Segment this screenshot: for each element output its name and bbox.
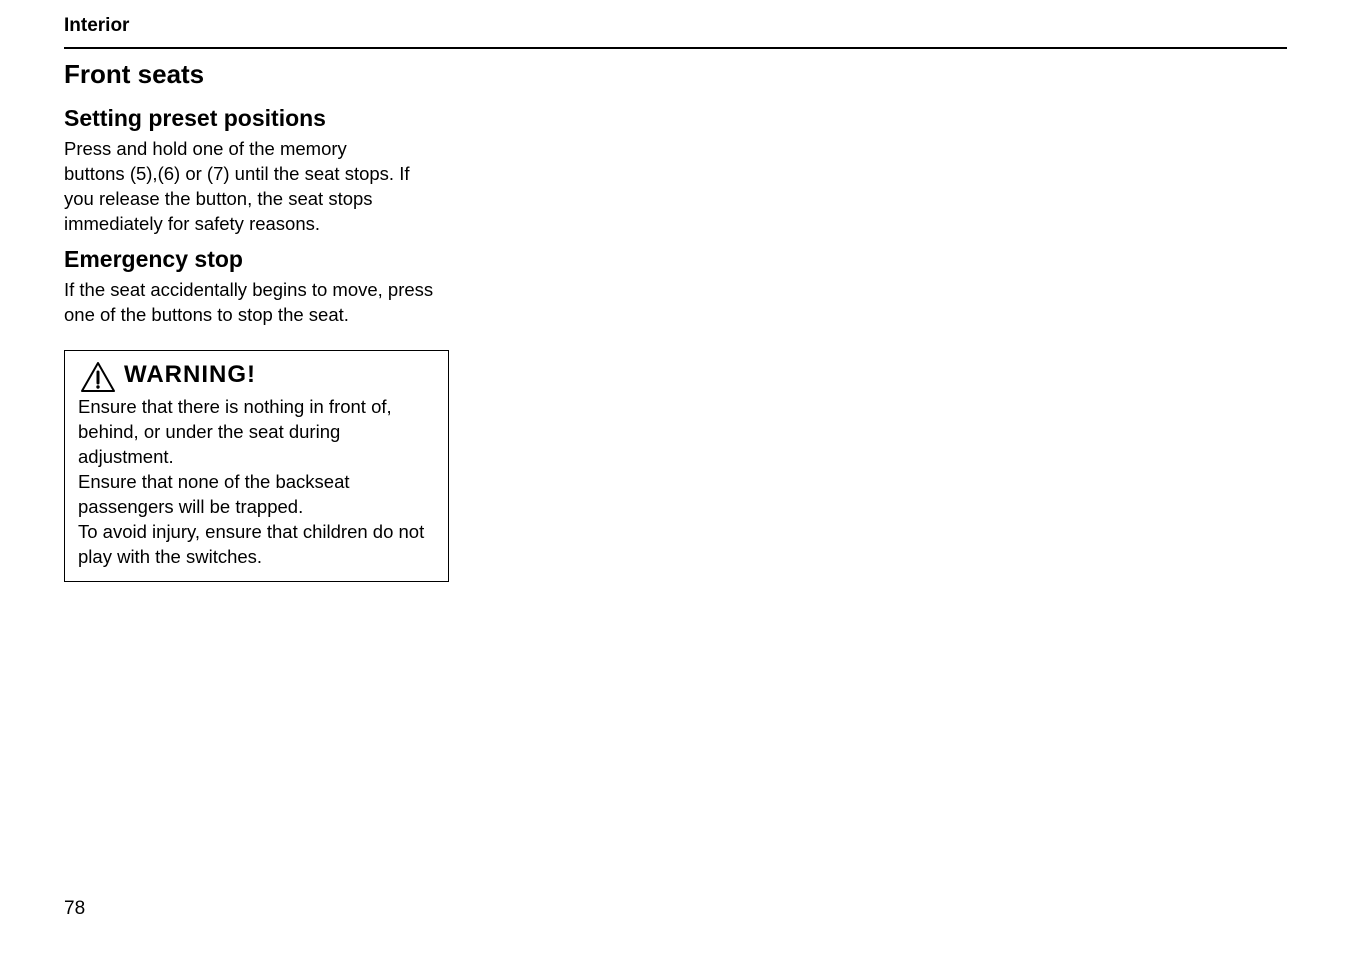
preset-line: you release the button, the seat stops — [64, 188, 373, 209]
emergency-line: one of the buttons to stop the seat. — [64, 304, 349, 325]
warning-text — [78, 394, 443, 569]
preset-heading: Setting preset positions — [64, 105, 326, 131]
emergency-heading: Emergency stop — [64, 246, 243, 272]
warning-line: passengers will be trapped. — [78, 496, 304, 517]
warning-line: To avoid injury, ensure that children do not — [78, 521, 425, 542]
emergency-body — [64, 277, 454, 327]
preset-line: immediately for safety reasons. — [64, 213, 321, 234]
warning-triangle-icon — [80, 361, 116, 393]
warning-line: Ensure that there is nothing in front of, — [78, 396, 392, 417]
warning-box — [64, 350, 449, 582]
preset-line: Press and hold one of the memory — [64, 138, 347, 159]
preset-body — [64, 136, 454, 236]
header-rule — [64, 47, 1287, 49]
preset-line: buttons (5),(6) or (7) until the seat stops. If — [64, 163, 410, 184]
warning-title: WARNING! — [124, 361, 256, 388]
page-title: Front seats — [64, 59, 205, 89]
warning-line: play with the switches. — [78, 546, 263, 567]
warning-line: behind, or under the seat during — [78, 421, 341, 442]
warning-line: Ensure that none of the backseat — [78, 471, 350, 492]
warning-line: adjustment. — [78, 446, 174, 467]
emergency-line: If the seat accidentally begins to move, press — [64, 279, 434, 300]
page-number: 78 — [64, 898, 86, 919]
section-label: Interior — [64, 15, 130, 36]
